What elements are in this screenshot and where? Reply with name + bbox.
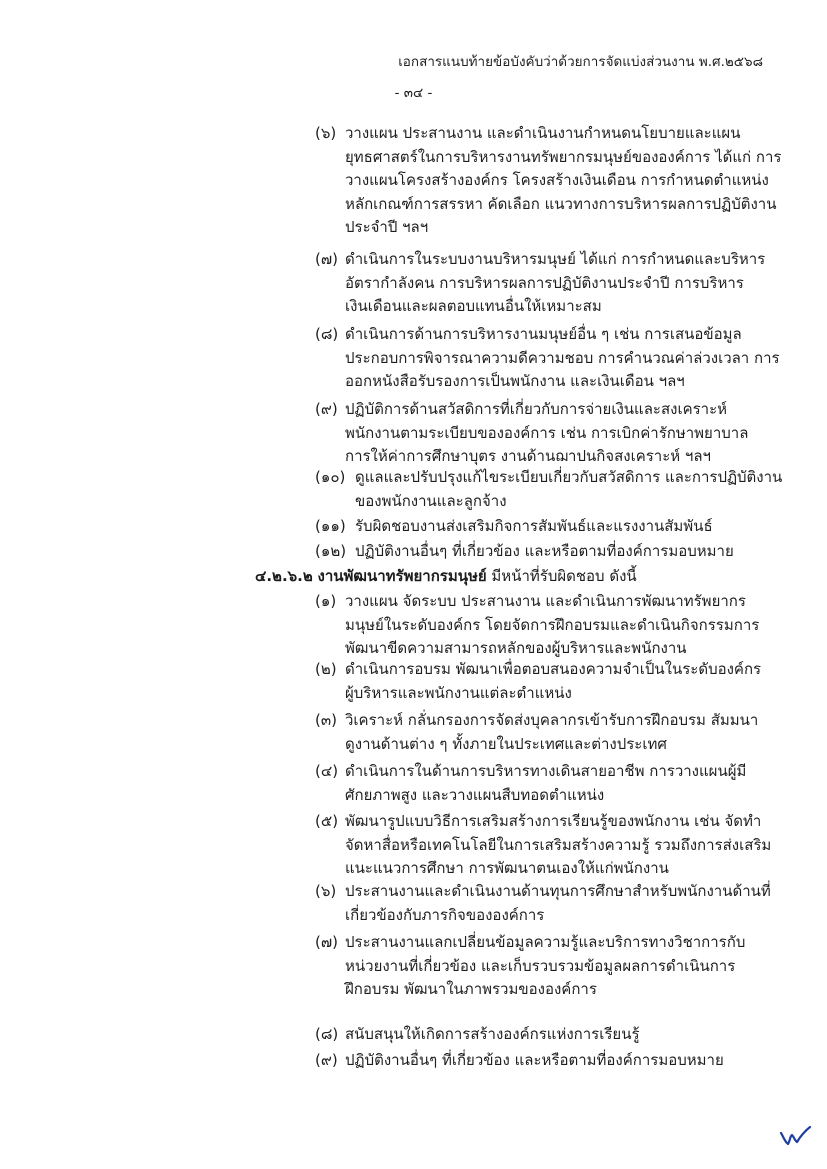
list-item-line: ดำเนินการในด้านการบริหารทางเดินสายอาชีพ การวางแผนผู้มี (345, 762, 747, 780)
list-item-line: ผู้บริหารและพนักงานแต่ละตำแหน่ง (345, 683, 572, 702)
page-number: - ๓๔ - (394, 85, 433, 101)
list-item-text (345, 398, 748, 469)
list-item-number: (๕) (315, 812, 339, 830)
list-item-line: ของพนักงานและลูกจ้าง (355, 491, 507, 510)
list-item-line: ยุทธศาสตร์ในการบริหารงานทรัพยากรมนุษย์ขององค์การ ได้แก่ การ (345, 147, 782, 166)
list-item-number: (๑) (315, 592, 337, 610)
section-number: ๔.๒.๖.๒ (255, 567, 313, 585)
list-item-line: วางแผนโครงสร้างองค์กร โครงสร้างเงินเดือน การกำหนดตำแหน่ง (345, 171, 769, 189)
list-item-text (345, 1049, 724, 1073)
list-item-number: (๘) (315, 1025, 339, 1043)
list-item-number: (๙) (315, 1051, 338, 1069)
list-item-text (345, 323, 780, 394)
list-item-number: (๒) (315, 660, 337, 678)
section-heading (255, 565, 637, 589)
list-item-line: ดำเนินการอบรม พัฒนาเพื่อตอบสนองความจำเป็นในระดับองค์กร (345, 660, 762, 678)
list-item-number: (๑๒) (315, 542, 347, 560)
list-item-line: จัดหาสื่อหรือเทคโนโลยีในการเสริมสร้างความรู้ รวมถึงการส่งเสริม (345, 835, 772, 854)
list-item-line: เงินเดือนและผลตอบแทนอื่นให้เหมาะสม (345, 297, 602, 315)
list-item-text (345, 880, 771, 927)
list-item-text (355, 466, 782, 513)
list-item-line: พัฒนาขีดความสามารถหลักของผู้บริหารและพนักงาน (345, 639, 687, 657)
list-item-line: พนักงานตามระเบียบขององค์การ เช่น การเบิกค่ารักษาพยาบาล (345, 423, 749, 442)
list-item-text (345, 760, 746, 807)
list-item-line: แนะแนวการศึกษา การพัฒนาตนเองให้แก่พนักงาน (345, 859, 669, 877)
list-item-line: ดูแลและปรับปรุงแก้ไขระเบียบเกี่ยวกับสวัสดิการ และการปฏิบัติงาน (355, 468, 783, 486)
list-item-line: ประสานงานและดำเนินงานด้านทุนการศึกษาสำหรับพนักงานด้านที่ (345, 882, 771, 900)
list-item-line: หน่วยงานที่เกี่ยวข้อง และเก็บรวบรวมข้อมูลผลการดำเนินการ (345, 956, 736, 975)
list-item-text (345, 248, 765, 319)
list-item-number: (๖) (315, 124, 337, 142)
list-item-line: ออกหนังสือรับรองการเป็นพนักงาน และเงินเดือน ฯลฯ (345, 372, 685, 390)
list-item-line: ประสานงานแลกเปลี่ยนข้อมูลความรู้และบริการทางวิชาการกับ (345, 933, 746, 951)
list-item-line: ประกอบการพิจารณาความดีความชอบ การคำนวณค่าล่วงเวลา การ (345, 348, 780, 367)
list-item-number: (๗) (315, 250, 338, 268)
list-item-line: มนุษย์ในระดับองค์กร โดยจัดการฝึกอบรมและดำเนินกิจกรรมการ (345, 615, 760, 634)
section-title: งานพัฒนาทรัพยากรมนุษย์ (317, 567, 487, 585)
list-item-text (345, 1023, 640, 1047)
list-item-number: (๔) (315, 762, 339, 780)
initials-signature-mark (778, 1124, 812, 1148)
list-item-line: ดูงานด้านต่าง ๆ ทั้งภายในประเทศและต่างประเทศ (345, 734, 667, 753)
list-item-line: พัฒนารูปแบบวิธีการเสริมสร้างการเรียนรู้ของพนักงาน เช่น จัดทำ (345, 812, 762, 830)
list-item-line: สนับสนุนให้เกิดการสร้างองค์กรแห่งการเรียนรู้ (345, 1025, 640, 1043)
list-item-text (345, 709, 758, 756)
list-item-line: รับผิดชอบงานส่งเสริมกิจการสัมพันธ์และแรงงานสัมพันธ์ (355, 517, 713, 535)
list-item-text (345, 122, 781, 240)
list-item-number: (๗) (315, 933, 338, 951)
list-item-number: (๘) (315, 325, 339, 343)
list-item-number: (๖) (315, 882, 337, 900)
list-item-line: ฝึกอบรม พัฒนาในภาพรวมขององค์การ (345, 980, 597, 998)
list-item-text (345, 658, 761, 705)
list-item-line: วางแผน ประสานงาน และดำเนินงานกำหนดนโยบายและแผน (345, 124, 741, 142)
list-item-text (345, 810, 771, 881)
list-item-number: (๑๐) (315, 468, 346, 486)
list-item-line: หลักเกณฑ์การสรรหา คัดเลือก แนวทางการบริหารผลการปฏิบัติงาน (345, 194, 777, 213)
list-item-line: ปฏิบัติงานอื่นๆ ที่เกี่ยวข้อง และหรือตามที่องค์การมอบหมาย (355, 542, 734, 560)
list-item-line: ปฏิบัติการด้านสวัสดิการที่เกี่ยวกับการจ่ายเงินและสงเคราะห์ (345, 400, 728, 418)
document-header: เอกสารแนบท้ายข้อบังคับว่าด้วยการจัดแบ่งส่วนงาน พ.ศ.๒๕๖๘ (398, 54, 763, 70)
list-item-text (345, 590, 759, 661)
list-item-line: ดำเนินการในระบบงานบริหารมนุษย์ ได้แก่ การกำหนดและบริหาร (345, 250, 766, 268)
list-item-line: ประจำปี ฯลฯ (345, 218, 429, 236)
list-item-number: (๑๑) (315, 517, 346, 535)
list-item-number: (๙) (315, 400, 338, 418)
list-item-text (355, 540, 734, 564)
list-item-line: เกี่ยวข้องกับภารกิจขององค์การ (345, 905, 545, 924)
list-item-line: ดำเนินการด้านการบริหารงานมนุษย์อื่น ๆ เช่น การเสนอข้อมูล (345, 325, 742, 343)
list-item-number: (๓) (315, 711, 337, 729)
list-item-line: การให้ค่าการศึกษาบุตร งานด้านฌาปนกิจสงเคราะห์ ฯลฯ (345, 447, 711, 465)
list-item-line: ศักยภาพสูง และวางแผนสืบทอดตำแหน่ง (345, 785, 605, 804)
list-item-line: วิเคราะห์ กลั่นกรองการจัดส่งบุคลากรเข้ารับการฝึกอบรม สัมมนา (345, 711, 759, 729)
list-item-line: ปฏิบัติงานอื่นๆ ที่เกี่ยวข้อง และหรือตามที่องค์การมอบหมาย (345, 1051, 724, 1069)
list-item-text (345, 931, 745, 1002)
list-item-text (355, 515, 713, 539)
list-item-line: วางแผน จัดระบบ ประสานงาน และดำเนินการพัฒนาทรัพยากร (345, 592, 746, 610)
list-item-line: อัตรากำลังคน การบริหารผลการปฏิบัติงานประจำปี การบริหาร (345, 273, 744, 292)
section-suffix: มีหน้าที่รับผิดชอบ ดังนี้ (486, 567, 637, 585)
